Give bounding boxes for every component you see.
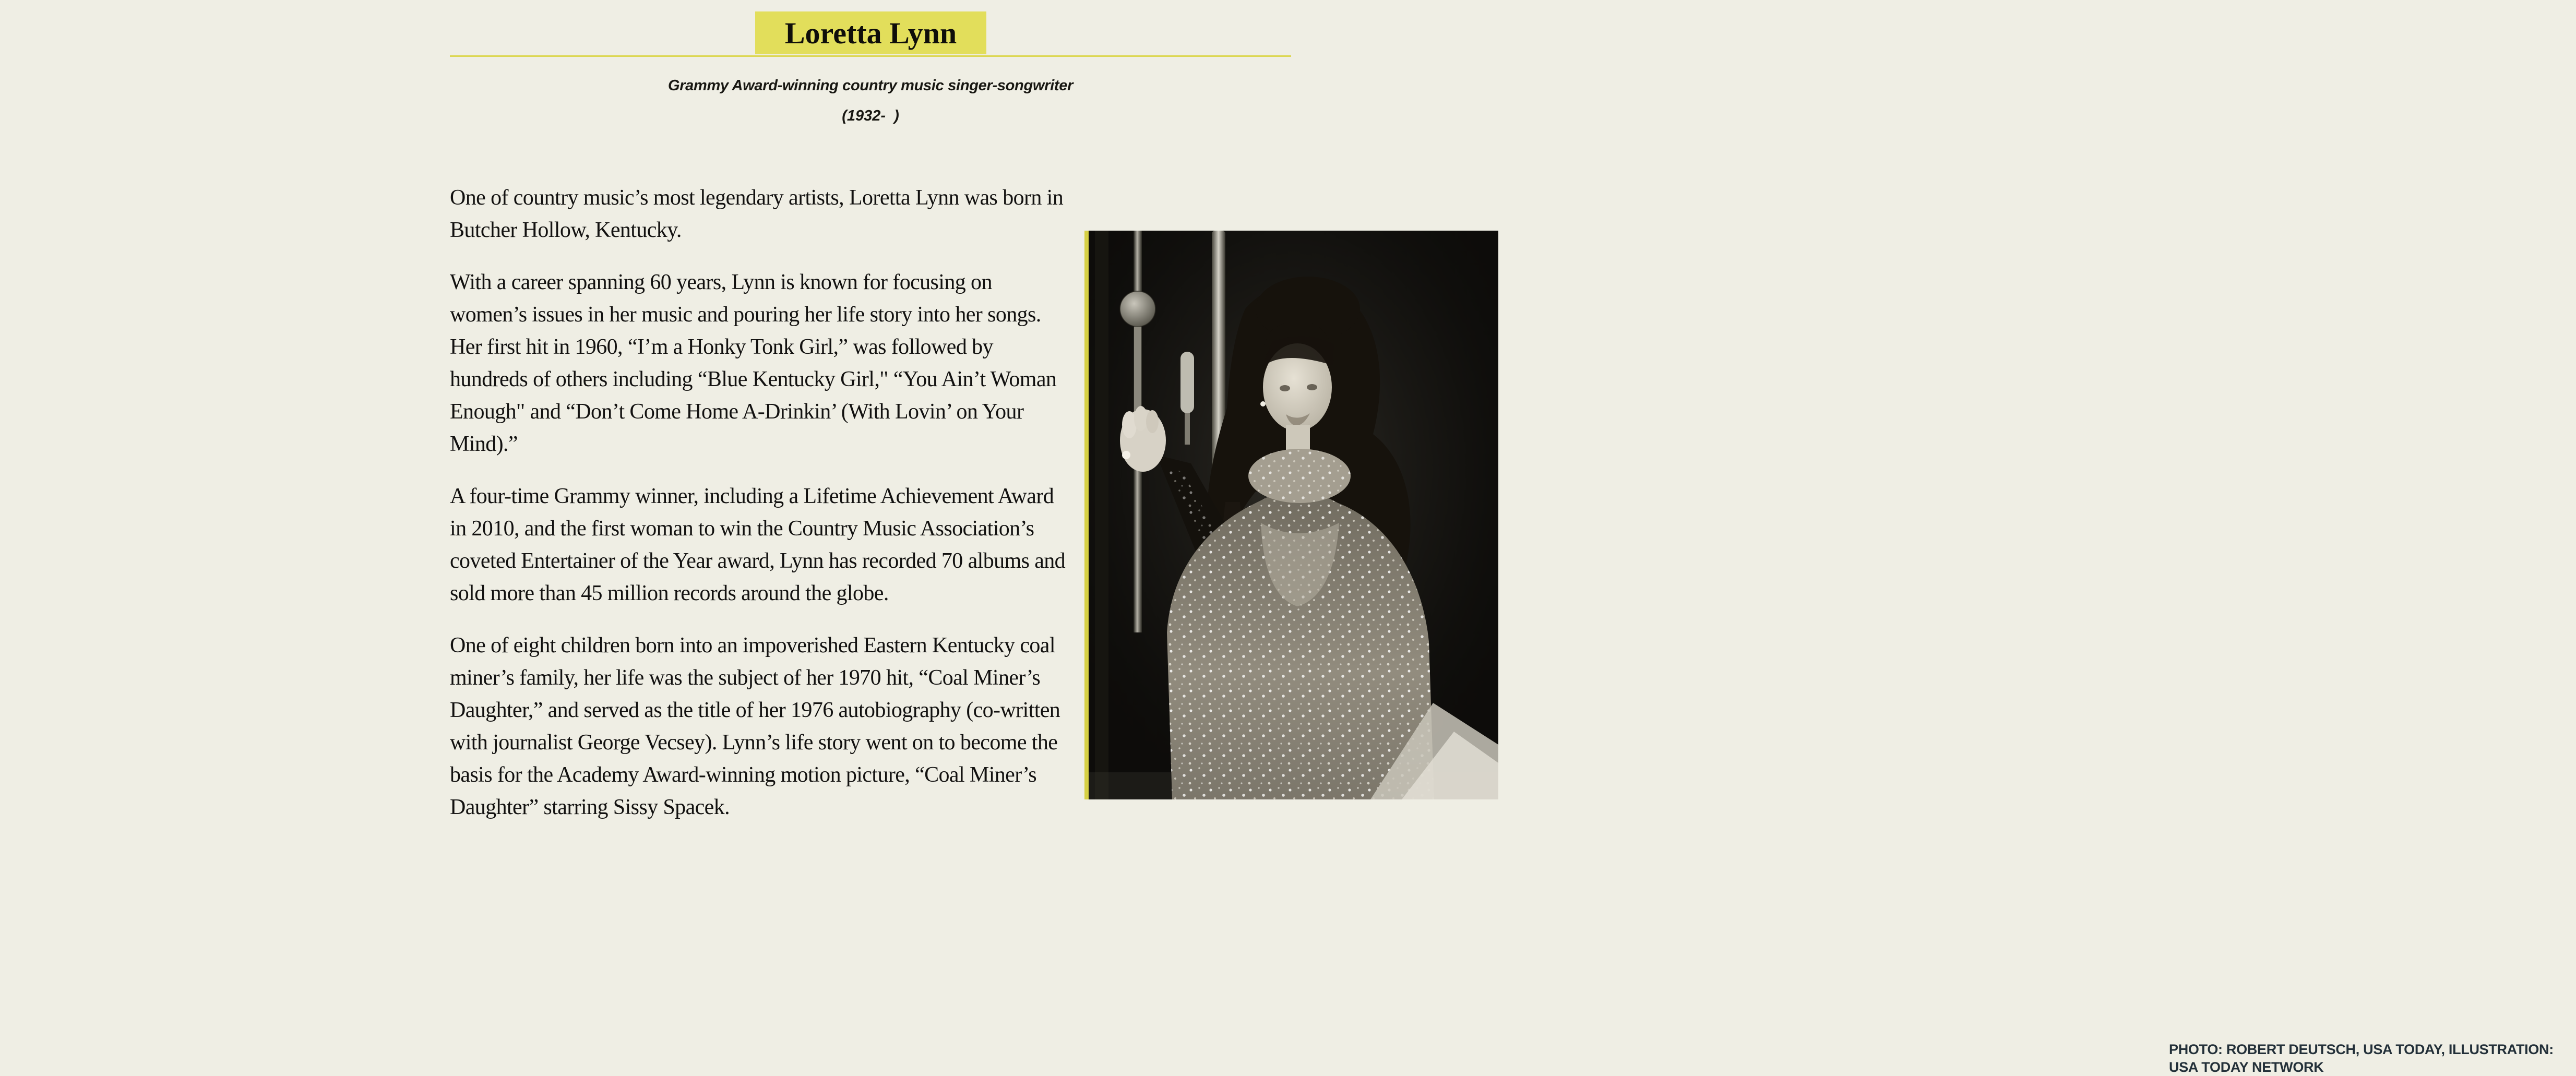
title-highlight-box [755,11,986,54]
subtitle: Grammy Award-winning country music singer-songwriter [667,77,1074,94]
paragraph-birth: One of country music’s most legendary artists, Loretta Lynn was born in Butcher Hollow, Kentucky. [450,186,1064,242]
paragraph-coal-miners-daughter: One of eight children born into an impoverished Eastern Kentucky coal miner’s family, her life was the subject of her 1970 hit, “Coal Miner’s Daughter,” and served as the title of her 1976 autobiography (co-written with journalist George Vecsey). Lynn’s life story went on to become the basis for the Academy Award-winning motion picture, “Coal Miner’s Daughter” starring Sissy Spacek. [450,633,1060,819]
biography-text [450,182,1066,843]
photo-illustration [1089,231,1498,799]
paragraph-career: With a career spanning 60 years, Lynn is known for focusing on women’s issues in her music and pouring her life story into her songs. Her first hit in 1960, “I’m a Honky Tonk Girl,” was followed by hundreds of others including “Blue Kentucky Girl," “You Ain’t Woman Enough" and “Don’t Come Home A-Drinkin’ (With Lovin’ on Your Mind).” [450,270,1057,456]
photo-frame [1084,231,1498,799]
photo-credit: PHOTO: ROBERT DEUTSCH, USA TODAY, ILLUSTRATION: USA TODAY NETWORK [2169,1042,2554,1075]
paragraph-awards: A four-time Grammy winner, including a Lifetime Achievement Award in 2010, and the first woman to win the Country Music Association’s coveted Entertainer of the Year award, Lynn has recorded 70 albums and sold more than 45 million records around the globe. [450,484,1066,605]
life-years: (1932- ) [842,107,899,124]
title-underline-rule [450,55,1291,57]
loretta-lynn-photo [1084,231,2554,1075]
page-title: Loretta Lynn [784,16,957,50]
